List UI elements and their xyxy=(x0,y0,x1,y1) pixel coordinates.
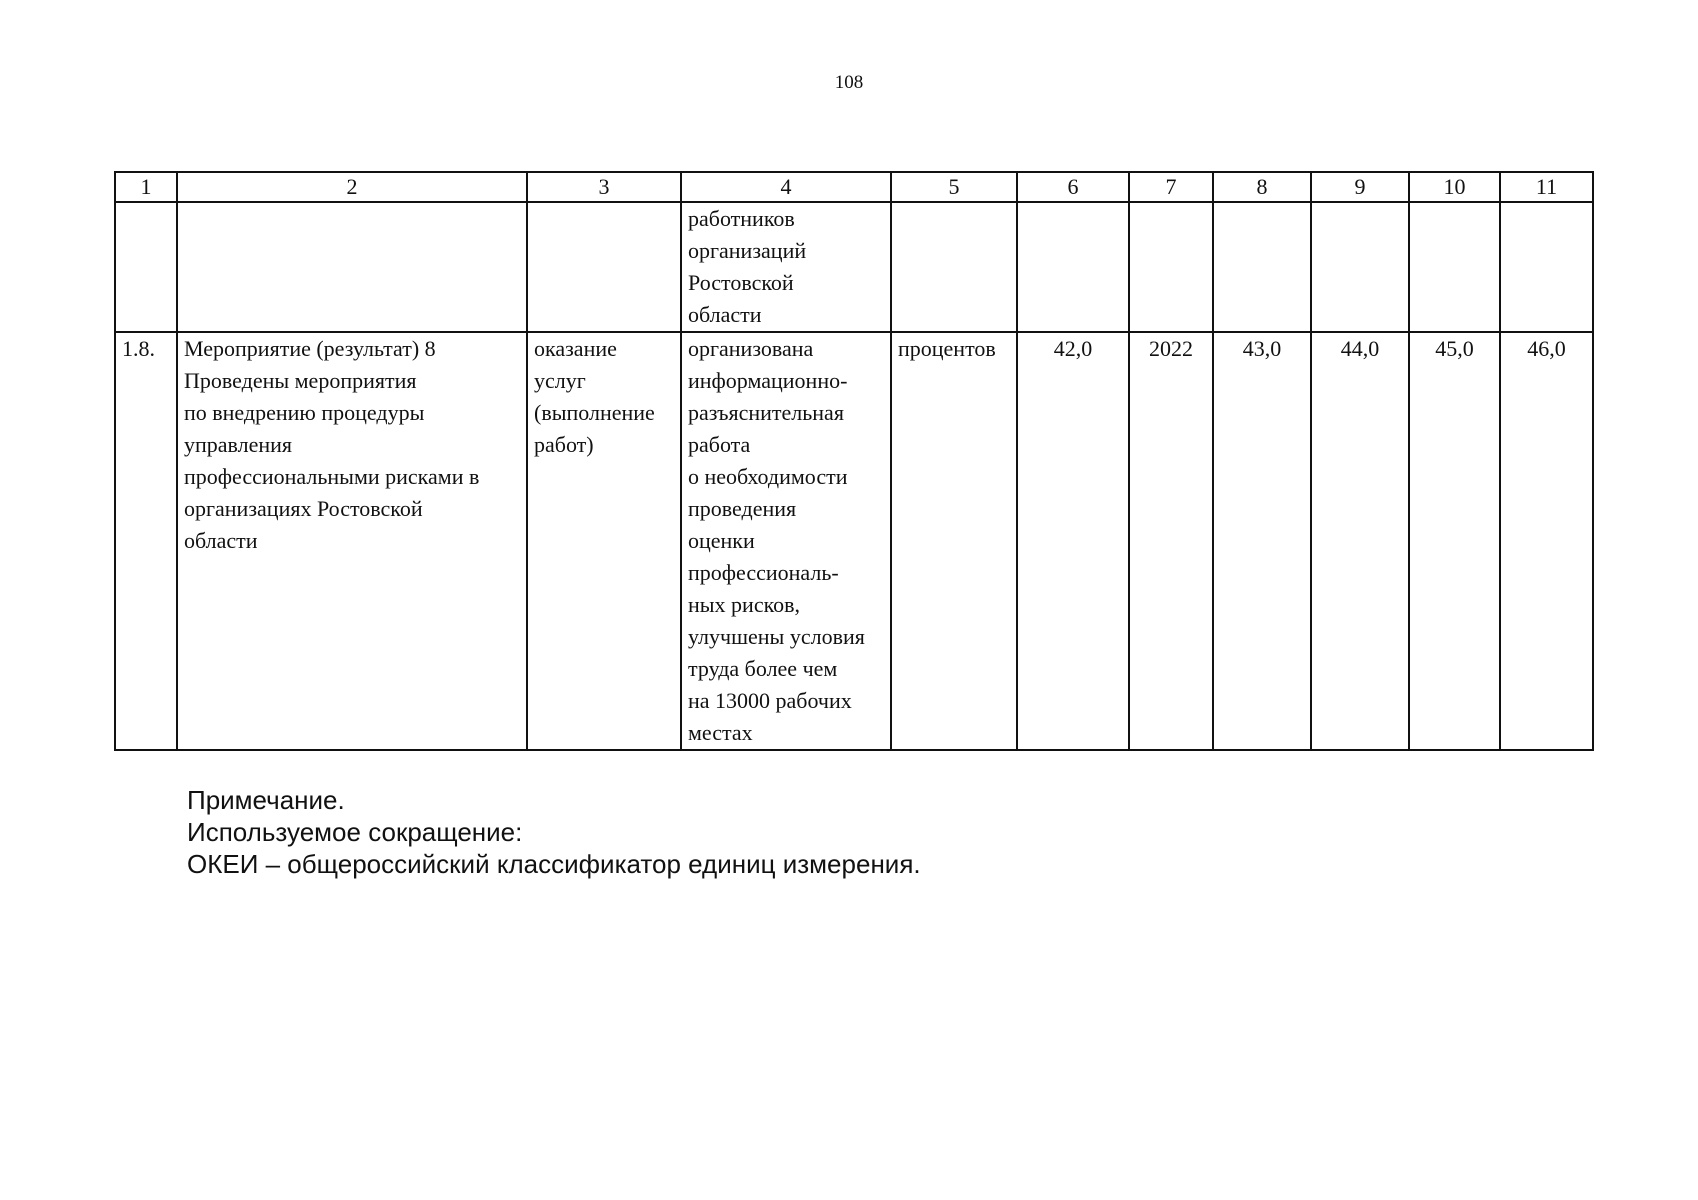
empty-cell xyxy=(1129,202,1213,332)
empty-cell xyxy=(177,202,527,332)
empty-cell xyxy=(1311,202,1409,332)
text-line: труда более чем xyxy=(688,656,838,681)
header-cell: 8 xyxy=(1213,172,1311,202)
header-cell: 5 xyxy=(891,172,1017,202)
empty-cell xyxy=(1017,202,1129,332)
text-line: местах xyxy=(688,720,753,745)
empty-cell xyxy=(527,202,681,332)
header-row xyxy=(115,172,1593,202)
text-line: оказание xyxy=(534,336,617,361)
header-cell: 1 xyxy=(115,172,177,202)
empty-cell xyxy=(891,202,1017,332)
header-cell: 6 xyxy=(1017,172,1129,202)
text-line: информационно- xyxy=(688,368,848,393)
indicators-table xyxy=(114,171,1594,751)
text-line: работников xyxy=(688,206,795,231)
text-line: организована xyxy=(688,336,814,361)
text-line: управления xyxy=(184,432,293,457)
table-row xyxy=(115,202,1593,332)
text-line: на 13000 рабочих xyxy=(688,688,852,713)
empty-cell xyxy=(1213,202,1311,332)
text-line: Ростовской xyxy=(688,270,794,295)
header-cell: 9 xyxy=(1311,172,1409,202)
base-year-cell: 2022 xyxy=(1129,332,1213,750)
empty-cell xyxy=(1500,202,1593,332)
base-value-cell: 42,0 xyxy=(1017,332,1129,750)
text-line: области xyxy=(688,302,762,327)
text-line: Проведены мероприятия xyxy=(184,368,417,393)
text-line: по внедрению процедуры xyxy=(184,400,425,425)
header-cell: 10 xyxy=(1409,172,1500,202)
text-line: услуг xyxy=(534,368,586,393)
empty-cell xyxy=(115,202,177,332)
event-type-cell xyxy=(527,332,681,750)
empty-cell xyxy=(1409,202,1500,332)
value-cell: 43,0 xyxy=(1213,332,1311,750)
text-line: профессиональными рисками в xyxy=(184,464,480,489)
text-line: ных рисков, xyxy=(688,592,801,617)
unit-cell: процентов xyxy=(891,332,1017,750)
event-name-cell xyxy=(177,332,527,750)
text-line: проведения xyxy=(688,496,797,521)
header-cell: 11 xyxy=(1500,172,1593,202)
text-line: организаций xyxy=(688,238,807,263)
value-cell: 44,0 xyxy=(1311,332,1409,750)
header-cell: 4 xyxy=(681,172,891,202)
text-line: о необходимости xyxy=(688,464,848,489)
text-line: разъяснительная xyxy=(688,400,844,425)
text-line: оценки xyxy=(688,528,755,553)
row-number-cell: 1.8. xyxy=(115,332,177,750)
text-line: области xyxy=(184,528,258,553)
description-cell xyxy=(681,332,891,750)
header-cell: 2 xyxy=(177,172,527,202)
note-title: Примечание. xyxy=(187,785,345,815)
text-line: организациях Ростовской xyxy=(184,496,423,521)
continued-description-cell xyxy=(681,202,891,332)
page-number: 108 xyxy=(834,72,864,93)
text-line: работа xyxy=(688,432,751,457)
text-line: Мероприятие (результат) 8 xyxy=(184,336,436,361)
header-cell: 3 xyxy=(527,172,681,202)
text-line: улучшены условия xyxy=(688,624,865,649)
header-cell: 7 xyxy=(1129,172,1213,202)
note-abbreviation: ОКЕИ – общероссийский классификатор единиц измерения. xyxy=(187,849,921,879)
value-cell: 45,0 xyxy=(1409,332,1500,750)
notes-block xyxy=(187,784,921,880)
table-row xyxy=(115,332,1593,750)
text-line: работ) xyxy=(534,432,594,457)
note-abbreviation-label: Используемое сокращение: xyxy=(187,817,523,847)
text-line: профессиональ- xyxy=(688,560,839,585)
value-cell: 46,0 xyxy=(1500,332,1593,750)
text-line: (выполнение xyxy=(534,400,655,425)
